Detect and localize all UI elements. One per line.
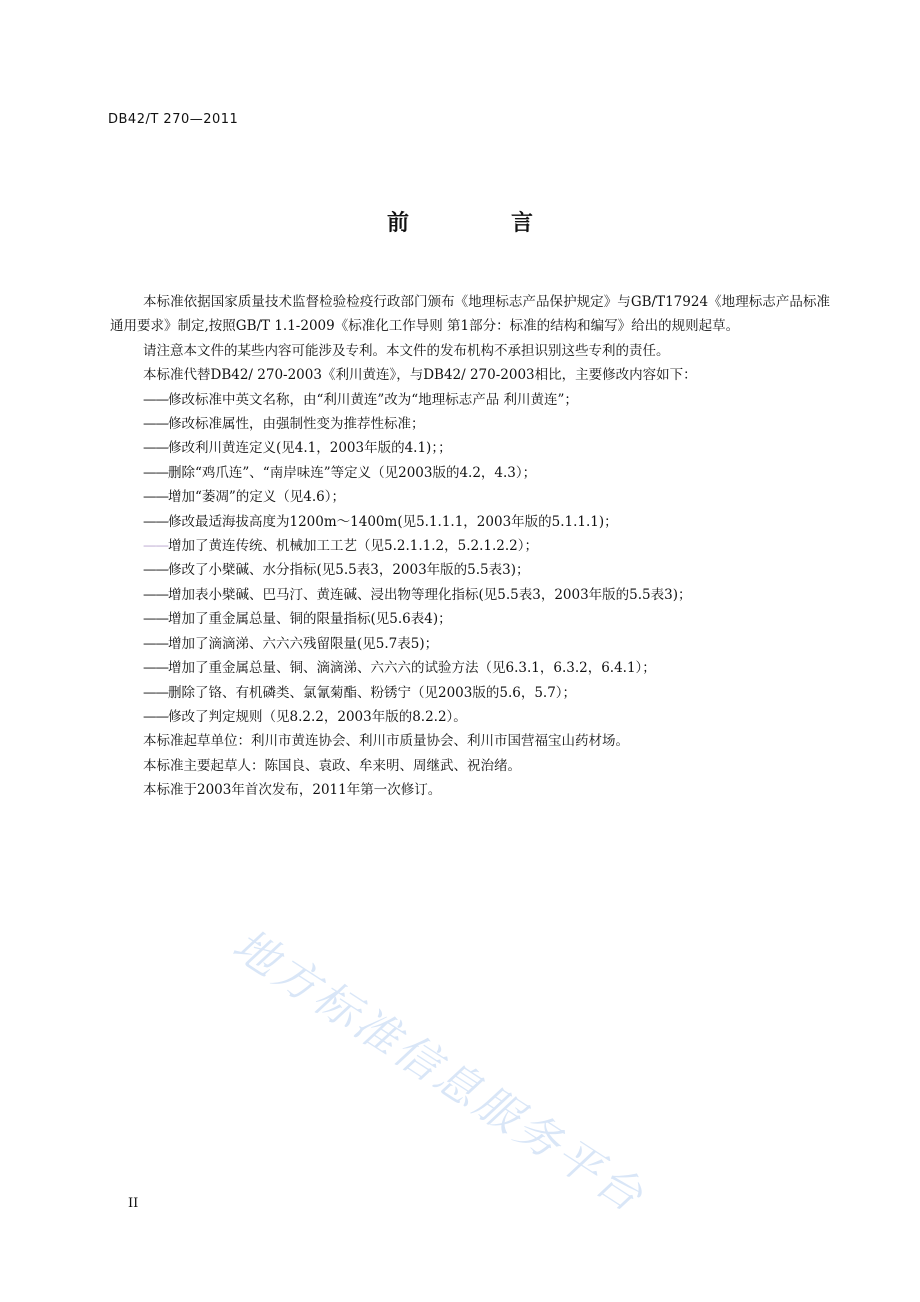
page-number: II — [128, 1196, 139, 1211]
change-item: ——增加了黄连传统、机械加工工艺（见5.2.1.1.2，5.2.1.2.2）； — [143, 538, 538, 555]
watermark: 地方标准信息服务平台 — [223, 919, 654, 1224]
document-code: DB42/T 270—2011 — [108, 112, 239, 127]
change-item: ——修改利川黄连定义(见4.1，2003年版的4.1)；； — [143, 440, 452, 457]
publication-history: 本标准于2003年首次发布，2011年第一次修订。 — [143, 782, 442, 799]
patent-notice: 请注意本文件的某些内容可能涉及专利。本文件的发布机构不承担识别这些专利的责任。 — [143, 342, 670, 359]
change-item: ——修改了小檗碱、水分指标(见5.5表3，2003年版的5.5表3)； — [143, 562, 530, 579]
change-item: ——修改最适海拔高度为1200m～1400m(见5.1.1.1，2003年版的5.1.1.1)； — [143, 513, 618, 530]
change-item: ——增加“萎凋”的定义（见4.6）； — [143, 489, 346, 506]
change-item: ——修改标准属性，由强制性变为推荐性标准； — [143, 416, 425, 433]
page-title: 前 言 — [386, 211, 573, 236]
change-item: ——增加了重金属总量、铜的限量指标(见5.6表4)； — [143, 611, 452, 628]
replacement-notice: 本标准代替DB42/ 270-2003《利川黄连》，与DB42/ 270-2003相比，主要修改内容如下： — [143, 367, 697, 384]
drafting-units: 本标准起草单位：利川市黄连协会、利川市质量协会、利川市国营福宝山药材场。 — [143, 733, 629, 750]
change-item: ——修改标准中英文名称，由“利川黄连”改为“地理标志产品 利川黄连”； — [143, 391, 578, 408]
foreword-body — [110, 290, 830, 803]
drafters: 本标准主要起草人：陈国良、袁政、牟来明、周继武、祝治绪。 — [143, 757, 521, 774]
change-item: ——增加了重金属总量、铜、滴滴涕、六六六的试验方法（见6.3.1，6.3.2，6.4.1）； — [143, 660, 656, 677]
change-item: ——增加表小檗碱、巴马汀、黄连碱、浸出物等理化指标(见5.5表3，2003年版的5.5表3)； — [143, 586, 692, 603]
change-item: ——删除了铬、有机磷类、氯氰菊酯、粉锈宁（见2003版的5.6，5.7）； — [143, 684, 577, 701]
change-item: ——修改了判定规则（见8.2.2，2003年版的8.2.2）。 — [143, 708, 467, 725]
change-item: ——增加了滴滴涕、六六六残留限量(见5.7表5)； — [143, 635, 439, 652]
change-item: ——删除“鸡爪连”、“南岸味连”等定义（见2003版的4.2，4.3）； — [143, 464, 537, 481]
intro-paragraph: 本标准依据国家质量技术监督检验检疫行政部门颁布《地理标志产品保护规定》与GB/T17924《地理标志产品标准通用要求》制定,按照GB/T 1.1-2009《标准化工作导则 第1部分：标准的结构和编写》给出的规则起草。 — [110, 294, 830, 335]
